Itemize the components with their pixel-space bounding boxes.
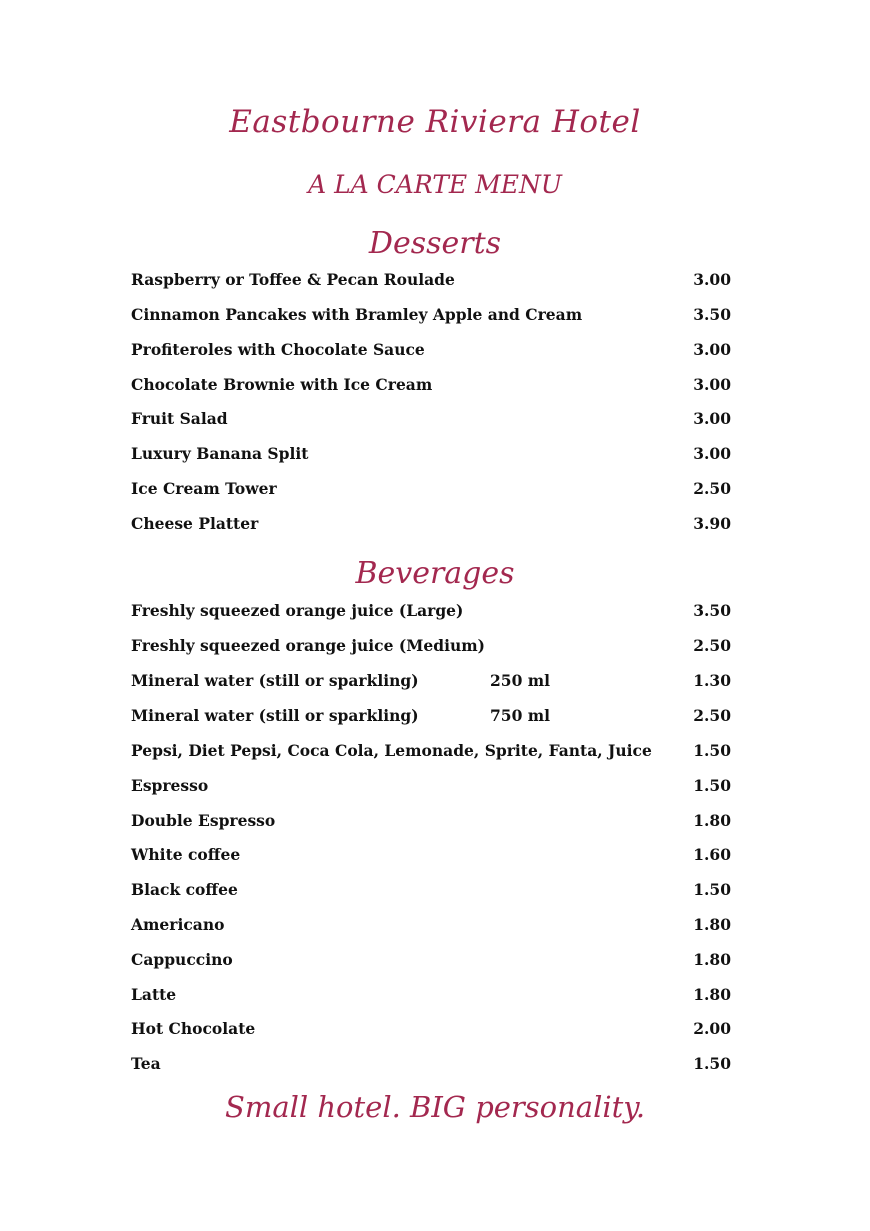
dessert-item [131, 479, 731, 503]
item-price: 2.00 [693, 1019, 731, 1038]
beverage-item [131, 915, 731, 939]
item-price: 3.00 [693, 340, 731, 359]
beverage-item [131, 845, 731, 869]
dessert-item [131, 270, 731, 294]
item-price: 2.50 [693, 479, 731, 498]
desserts-heading: Desserts [368, 226, 502, 261]
item-price: 3.50 [693, 305, 731, 324]
item-name: Double Espresso [131, 811, 276, 830]
item-name: Cheese Platter [131, 514, 259, 533]
beverage-item [131, 776, 731, 800]
item-price: 3.00 [693, 409, 731, 428]
beverage-item [131, 985, 731, 1009]
item-price: 1.50 [693, 1054, 731, 1073]
menu-subtitle: A LA CARTE MENU [308, 170, 562, 199]
item-price: 1.80 [693, 950, 731, 969]
beverage-item [131, 671, 731, 695]
beverage-item [131, 950, 731, 974]
tagline: Small hotel. BIG personality. [224, 1090, 646, 1124]
item-price: 1.50 [693, 880, 731, 899]
item-name: Luxury Banana Split [131, 444, 309, 463]
item-name: Pepsi, Diet Pepsi, Coca Cola, Lemonade, Sprite, Fanta, Juice [131, 741, 652, 760]
item-name: Mineral water (still or sparkling) [131, 706, 419, 725]
item-price: 3.00 [693, 375, 731, 394]
dessert-item [131, 444, 731, 468]
item-price: 2.50 [693, 706, 731, 725]
beverage-item [131, 811, 731, 835]
item-name: Raspberry or Toffee & Pecan Roulade [131, 270, 455, 289]
beverage-item [131, 1019, 731, 1043]
dessert-item [131, 305, 731, 329]
item-name: Mineral water (still or sparkling) [131, 671, 419, 690]
beverage-item [131, 880, 731, 904]
item-price: 3.90 [693, 514, 731, 533]
item-price: 1.50 [693, 776, 731, 795]
item-name: Hot Chocolate [131, 1019, 256, 1038]
beverage-item [131, 706, 731, 730]
item-name: Latte [131, 985, 177, 1004]
item-volume: 250 ml [490, 671, 551, 690]
item-price: 1.80 [693, 985, 731, 1004]
item-name: Freshly squeezed orange juice (Large) [131, 601, 464, 620]
dessert-item [131, 340, 731, 364]
item-name: Espresso [131, 776, 209, 795]
item-name: Ice Cream Tower [131, 479, 277, 498]
item-price: 3.50 [693, 601, 731, 620]
beverage-item [131, 636, 731, 660]
item-price: 1.30 [693, 671, 731, 690]
dessert-item [131, 409, 731, 433]
dessert-item [131, 375, 731, 399]
item-name: Tea [131, 1054, 161, 1073]
item-name: Americano [131, 915, 225, 934]
item-price: 1.50 [693, 741, 731, 760]
item-name: Profiteroles with Chocolate Sauce [131, 340, 425, 359]
dessert-item [131, 514, 731, 538]
item-volume: 750 ml [490, 706, 551, 725]
item-price: 1.60 [693, 845, 731, 864]
item-price: 3.00 [693, 444, 731, 463]
beverages-heading: Beverages [355, 556, 515, 591]
hotel-title: Eastbourne Riviera Hotel [229, 104, 641, 140]
item-name: Cinnamon Pancakes with Bramley Apple and Cream [131, 305, 583, 324]
item-name: Freshly squeezed orange juice (Medium) [131, 636, 485, 655]
beverage-item [131, 1054, 731, 1078]
item-name: Black coffee [131, 880, 238, 899]
beverage-item [131, 601, 731, 625]
item-name: Cappuccino [131, 950, 233, 969]
item-price: 2.50 [693, 636, 731, 655]
item-name: Fruit Salad [131, 409, 228, 428]
beverage-item [131, 741, 731, 765]
item-name: White coffee [131, 845, 241, 864]
item-price: 3.00 [693, 270, 731, 289]
item-name: Chocolate Brownie with Ice Cream [131, 375, 433, 394]
item-price: 1.80 [693, 915, 731, 934]
item-price: 1.80 [693, 811, 731, 830]
